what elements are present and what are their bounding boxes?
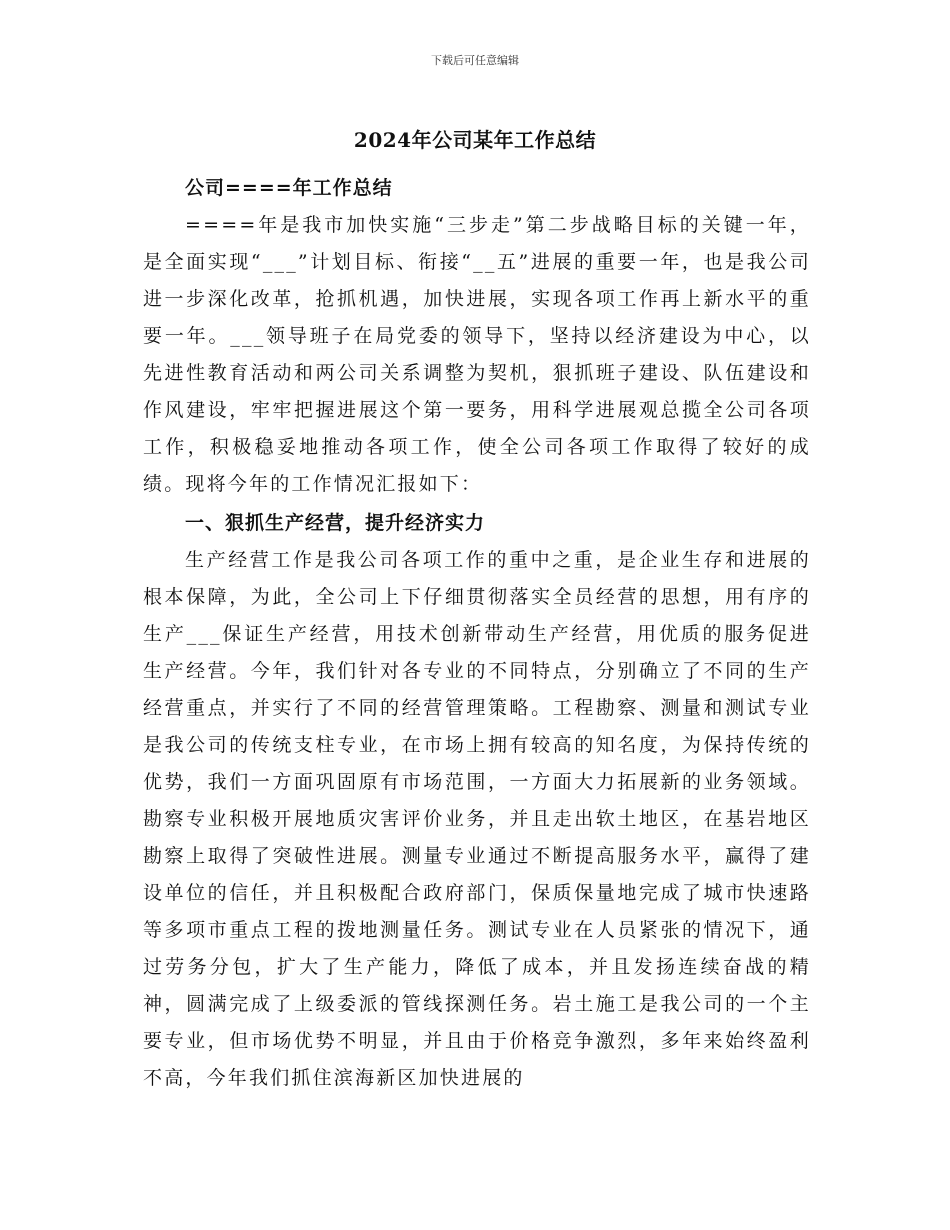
document-title: 2024年公司某年工作总结 [353,128,597,152]
document-body [143,170,811,1097]
paragraph-intro: ====年是我市加快实施“三步走”第二步战略目标的关键一年，是全面实现“___”计划目标、衔接“__五”进展的重要一年，也是我公司进一步深化改革，抢抓机遇，加快进展，实现各项工作再上新水平的重要一年。___领导班子在局党委的领导下，坚持以经济建设为中心，以先进性教育活动和两公司关系调整为契机，狠抓班子建设、队伍建设和作风建设，牢牢把握进展这个第一要务，用科学进展观总揽全公司各项工作，积极稳妥地推动各项工作，使全公司各项工作取得了较好的成绩。现将今年的工作情况汇报如下： [143,214,811,495]
sub-heading: 公司====年工作总结 [185,177,393,199]
section-heading-1: 一、狠抓生产经营，提升经济实力 [185,512,486,534]
paragraph-production: 生产经营工作是我公司各项工作的重中之重，是企业生存和进展的根本保障，为此，全公司上下仔细贯彻落实全员经营的思想，用有序的生产___保证生产经营，用技术创新带动生产经营，用优质的服务促进生产经营。今年，我们针对各专业的不同特点，分别确立了不同的生产经营重点，并实行了不同的经营管理策略。工程勘察、测量和测试专业是我公司的传统支柱专业，在市场上拥有较高的知名度，为保持传统的优势，我们一方面巩固原有市场范围，一方面大力拓展新的业务领域。勘察专业积极开展地质灾害评价业务，并且走出软土地区，在基岩地区勘察上取得了突破性进展。测量专业通过不断提高服务水平，赢得了建设单位的信任，并且积极配合政府部门，保质保量地完成了城市快速路等多项市重点工程的拨地测量任务。测试专业在人员紧张的情况下，通过劳务分包，扩大了生产能力，降低了成本，并且发扬连续奋战的精神，圆满完成了上级委派的管线探测任务。岩土施工是我公司的一个主要专业，但市场优势不明显，并且由于价格竞争激烈，多年来始终盈利不高，今年我们抓住滨海新区加快进展的 [143,549,811,1089]
header-note: 下载后可任意编辑 [431,54,519,67]
